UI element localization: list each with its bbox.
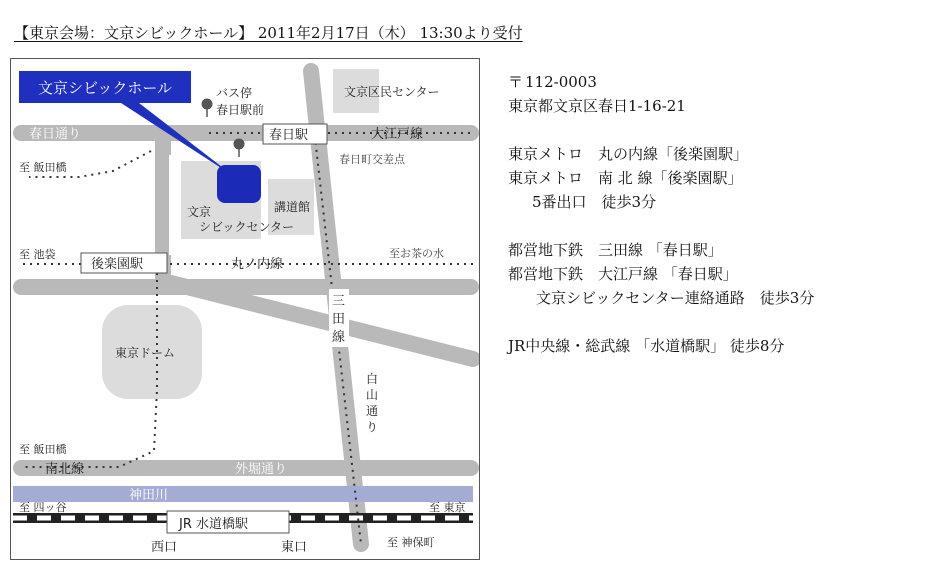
hakusan-dori-label: 白山通り <box>366 372 379 434</box>
kumin-center-label: 文京区民センター <box>344 85 440 99</box>
kodokan-label: 講道館 <box>274 200 311 214</box>
namboku-line-label: 南北線 <box>45 462 85 477</box>
kanda-river <box>13 486 473 502</box>
civic-center-sublabel: シビックセンター <box>199 220 295 234</box>
postal-mark-icon: 〒 <box>508 73 524 91</box>
civic-hall-marker <box>217 165 261 203</box>
access-info <box>508 70 814 358</box>
to-yotsuya-label: 至 四ッ谷 <box>19 501 67 514</box>
kasuga-dori-label: 春日通り <box>29 127 82 142</box>
toei-oedo: 都営地下鉄 大江戸線 「春日駅」 <box>508 265 738 283</box>
bus-stop-sublabel: 春日駅前 <box>216 103 265 117</box>
korakuen-station-label: 後楽園駅 <box>91 257 144 272</box>
to-jimbocho-label: 至 神保町 <box>387 536 435 549</box>
kasuga-intersection-label: 春日町交差点 <box>339 153 405 166</box>
bus-stop-label: バス停 <box>216 86 253 100</box>
jr-access: JR中央線・総武線 「水道橋駅」 徒歩8分 <box>508 337 785 355</box>
west-exit-label: 西口 <box>151 540 178 555</box>
page-title: 【東京会場：文京シビックホール】 2011年2月17日（木） 13:30より受付 <box>14 24 523 42</box>
to-ochanomizu-label: 至お茶の水 <box>389 247 444 260</box>
postal-code-value: 112-0003 <box>525 73 597 91</box>
mita-line-label: 三田線 <box>332 294 346 345</box>
metro-marunouchi: 東京メトロ 丸の内線「後楽園駅」 <box>508 145 749 163</box>
toei-mita: 都営地下鉄 三田線 「春日駅」 <box>508 241 723 259</box>
kanda-river-label: 神田川 <box>129 488 169 503</box>
civic-hall-callout-label: 文京シビックホール <box>37 79 173 97</box>
to-tokyo-label: 至 東京 <box>429 501 466 514</box>
access-map <box>10 58 480 560</box>
marunouchi-line-label: 丸ノ内線 <box>231 257 284 272</box>
kasuga-station-label: 春日駅 <box>269 128 309 143</box>
civic-center-label: 文京 <box>187 205 212 219</box>
address: 東京都文京区春日1-16-21 <box>508 97 686 115</box>
civic-passage: 文京シビックセンター連絡通路 徒歩3分 <box>536 289 815 307</box>
oedo-line-label: 大江戸線 <box>371 127 424 142</box>
to-ikebukuro-label: 至 池袋 <box>19 248 56 261</box>
to-iidabashi-top-label: 至 飯田橋 <box>19 161 67 174</box>
tokyo-dome-label: 東京ドーム <box>115 346 176 360</box>
map-canvas <box>11 59 479 559</box>
east-exit-label: 東口 <box>281 540 308 555</box>
exit-walk: 5番出口 徒歩3分 <box>532 193 657 211</box>
to-iidabashi-bottom-label: 至 飯田橋 <box>19 443 67 456</box>
suidobashi-station-label: JR 水道橋駅 <box>179 517 248 532</box>
sotobori-dori-label: 外堀通り <box>235 462 288 477</box>
postal-code <box>508 70 814 94</box>
metro-namboku: 東京メトロ 南 北 線「後楽園駅」 <box>508 169 743 187</box>
